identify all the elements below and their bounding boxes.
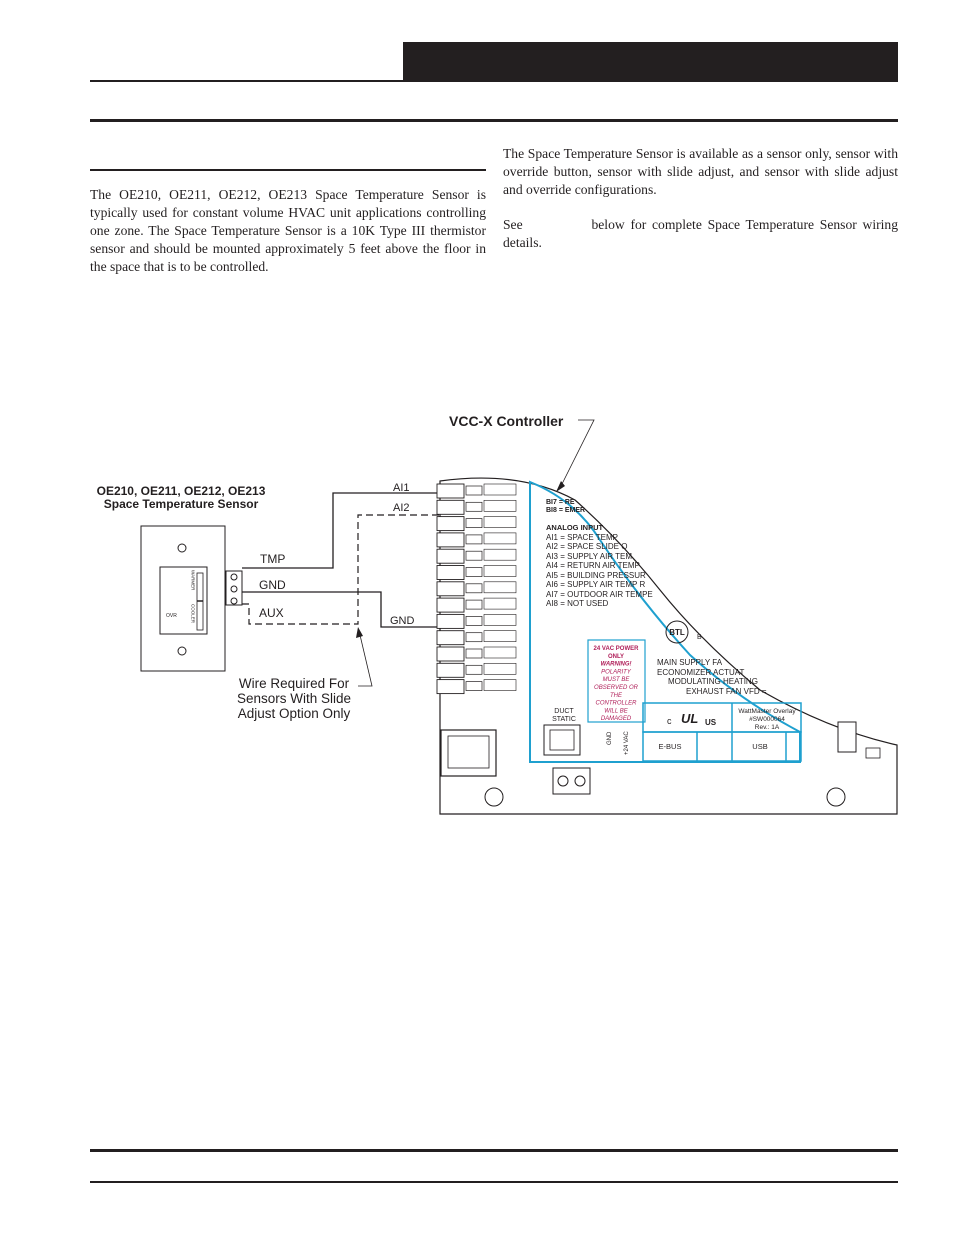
- vcc-x-controller: [437, 478, 897, 814]
- terminal-ai2-label: AI2: [393, 502, 410, 514]
- terminal-slot: [437, 533, 464, 547]
- usb-label: USB: [752, 742, 768, 751]
- sensor-title-1: OE210, OE211, OE212, OE213: [96, 484, 266, 498]
- ul-us: US: [705, 718, 717, 727]
- exhaust-label: EXHAUST FAN VFD =: [686, 687, 767, 696]
- note-arrowhead: [356, 627, 363, 638]
- ai2-desc: AI2 = SPACE SLIDE O: [546, 542, 628, 551]
- config-paragraph: The Space Temperature Sensor is available as a sensor only, sensor with override button, sensor with slide adjust, and sensor with slide adjust and override configurations.: [503, 146, 898, 197]
- terminal-slot: [437, 517, 464, 531]
- terminal-slot: [437, 631, 464, 645]
- controller-label: VCC-X Controller: [449, 413, 564, 429]
- vac-vertical: +24 VAC: [624, 731, 630, 755]
- ai8-desc: AI8 = NOT USED: [546, 599, 609, 608]
- jumper-header: [484, 549, 516, 560]
- power-warning-line: THE: [610, 692, 622, 699]
- terminal-screw: [466, 535, 482, 544]
- slide-cooler: COOLER: [190, 604, 196, 624]
- note-line-3: Adjust Option Only: [237, 706, 351, 721]
- note-leader: [358, 635, 372, 686]
- jumper-header: [484, 631, 516, 642]
- power-warning-line: MUST BE: [602, 677, 630, 684]
- jumper-header: [484, 566, 516, 577]
- jumper-header: [484, 614, 516, 625]
- analog-header: ANALOG INPUT: [546, 523, 604, 532]
- power-warning-line: WARNING!: [600, 661, 632, 668]
- space-sensor: [141, 526, 242, 671]
- power-warning-line: ONLY: [607, 653, 625, 660]
- power-warning-line: POLARITY: [601, 669, 631, 676]
- gnd-vertical: GND: [607, 731, 613, 745]
- terminal-slot: [437, 614, 464, 628]
- terminal-screw: [466, 649, 482, 658]
- jumper-header: [484, 680, 516, 691]
- ai5-desc: AI5 = BUILDING PRESSUR: [546, 571, 646, 580]
- econ-label: ECONOMIZER ACTUAT: [657, 668, 745, 677]
- footer-rule-top: [90, 1149, 898, 1152]
- terminal-slot: [437, 598, 464, 612]
- overlay-line-1: WattMaster Overlay: [738, 708, 796, 715]
- terminal-screw: [466, 584, 482, 593]
- intro-paragraph: The OE210, OE211, OE212, OE213 Space Temperature Sensor is typically used for constant volume HVAC unit applications controlling one zone. The Space Temperature Sensor is a 10K Type III thermistor sensor and should be mounted approximately 5 feet above the floor in the space that is to be controlled.: [90, 187, 486, 274]
- controller-arrowhead: [556, 481, 565, 492]
- board-b-label: B: [697, 634, 702, 641]
- ai3-desc: AI3 = SUPPLY AIR TEM: [546, 552, 633, 561]
- jumper-header: [484, 533, 516, 544]
- jumper-header: [484, 582, 516, 593]
- ai7-desc: AI7 = OUTDOOR AIR TEMPE: [546, 590, 653, 599]
- overlay-line-2: #SW000064: [749, 716, 785, 723]
- jumper-header: [484, 517, 516, 528]
- wire-aux-label: AUX: [259, 606, 284, 620]
- terminal-slot: [437, 680, 464, 694]
- terminal-slot: [437, 582, 464, 596]
- ai6-desc: AI6 = SUPPLY AIR TEMP R: [546, 580, 646, 589]
- jumper-header: [484, 500, 516, 511]
- terminal-screw: [466, 551, 482, 560]
- terminal-slot: [437, 500, 464, 514]
- terminal-screw: [466, 633, 482, 642]
- jumper-header: [484, 663, 516, 674]
- main-supply-label: MAIN SUPPLY FA: [657, 658, 723, 667]
- bi8-label: BI8 = EMER: [546, 507, 586, 514]
- bi7-label: BI7 = RE: [546, 499, 575, 506]
- power-connector: [553, 768, 590, 794]
- jumper-header: [484, 484, 516, 495]
- jumper-header: [484, 647, 516, 658]
- terminal-screw: [466, 600, 482, 609]
- terminal-screw: [466, 486, 482, 495]
- ai1-desc: AI1 = SPACE TEMP: [546, 533, 618, 542]
- terminal-screw: [466, 665, 482, 674]
- wire-gnd-label: GND: [259, 578, 286, 592]
- power-warning-line: OBSERVED OR: [594, 685, 638, 691]
- overlay-line-3: Rev.: 1A: [754, 724, 780, 731]
- see-figure-paragraph: See below for complete Space Temperature Sensor wiring details.: [503, 217, 902, 250]
- footer-rule-bottom: [90, 1181, 898, 1183]
- terminal-screw: [466, 616, 482, 625]
- terminal-slot: [437, 566, 464, 580]
- ovr-label: OVR: [166, 613, 177, 619]
- terminal-slot: [437, 663, 464, 677]
- terminal-gnd-label: GND: [390, 615, 415, 627]
- duct-static-2: STATIC: [552, 716, 576, 723]
- wire-tmp-label: TMP: [260, 552, 286, 566]
- controller-leader: [560, 420, 594, 488]
- jumper-header: [484, 598, 516, 609]
- svg-text:BTL: BTL: [669, 628, 685, 637]
- ul-c: c: [667, 716, 672, 726]
- terminal-screw: [466, 682, 482, 691]
- power-warning-line: CONTROLLER: [595, 700, 637, 707]
- terminal-ai1-label: AI1: [393, 482, 410, 494]
- power-warning-line: DAMAGED: [600, 716, 632, 723]
- ai4-desc: AI4 = RETURN AIR TEMP: [546, 561, 640, 570]
- note-line-2: Sensors With Slide: [236, 691, 352, 706]
- note-line-1: Wire Required For: [238, 676, 350, 691]
- slide-warmer: WARMER: [190, 570, 196, 591]
- ebus-label: E-BUS: [658, 742, 682, 751]
- terminal-slot: [437, 484, 464, 498]
- ul-mark-icon: UL: [681, 711, 699, 726]
- duct-static-1: DUCT: [554, 708, 574, 715]
- sensor-title-2: Space Temperature Sensor: [103, 497, 259, 511]
- terminal-slot: [437, 549, 464, 563]
- terminal-slot: [437, 647, 464, 661]
- terminal-screw: [466, 502, 482, 511]
- terminal-screw: [466, 568, 482, 577]
- power-warning-line: WILL BE: [604, 708, 628, 715]
- power-warning-line: 24 VAC POWER: [593, 646, 639, 652]
- mod-heat-label: MODULATING HEATING: [668, 677, 758, 686]
- terminal-screw: [466, 519, 482, 528]
